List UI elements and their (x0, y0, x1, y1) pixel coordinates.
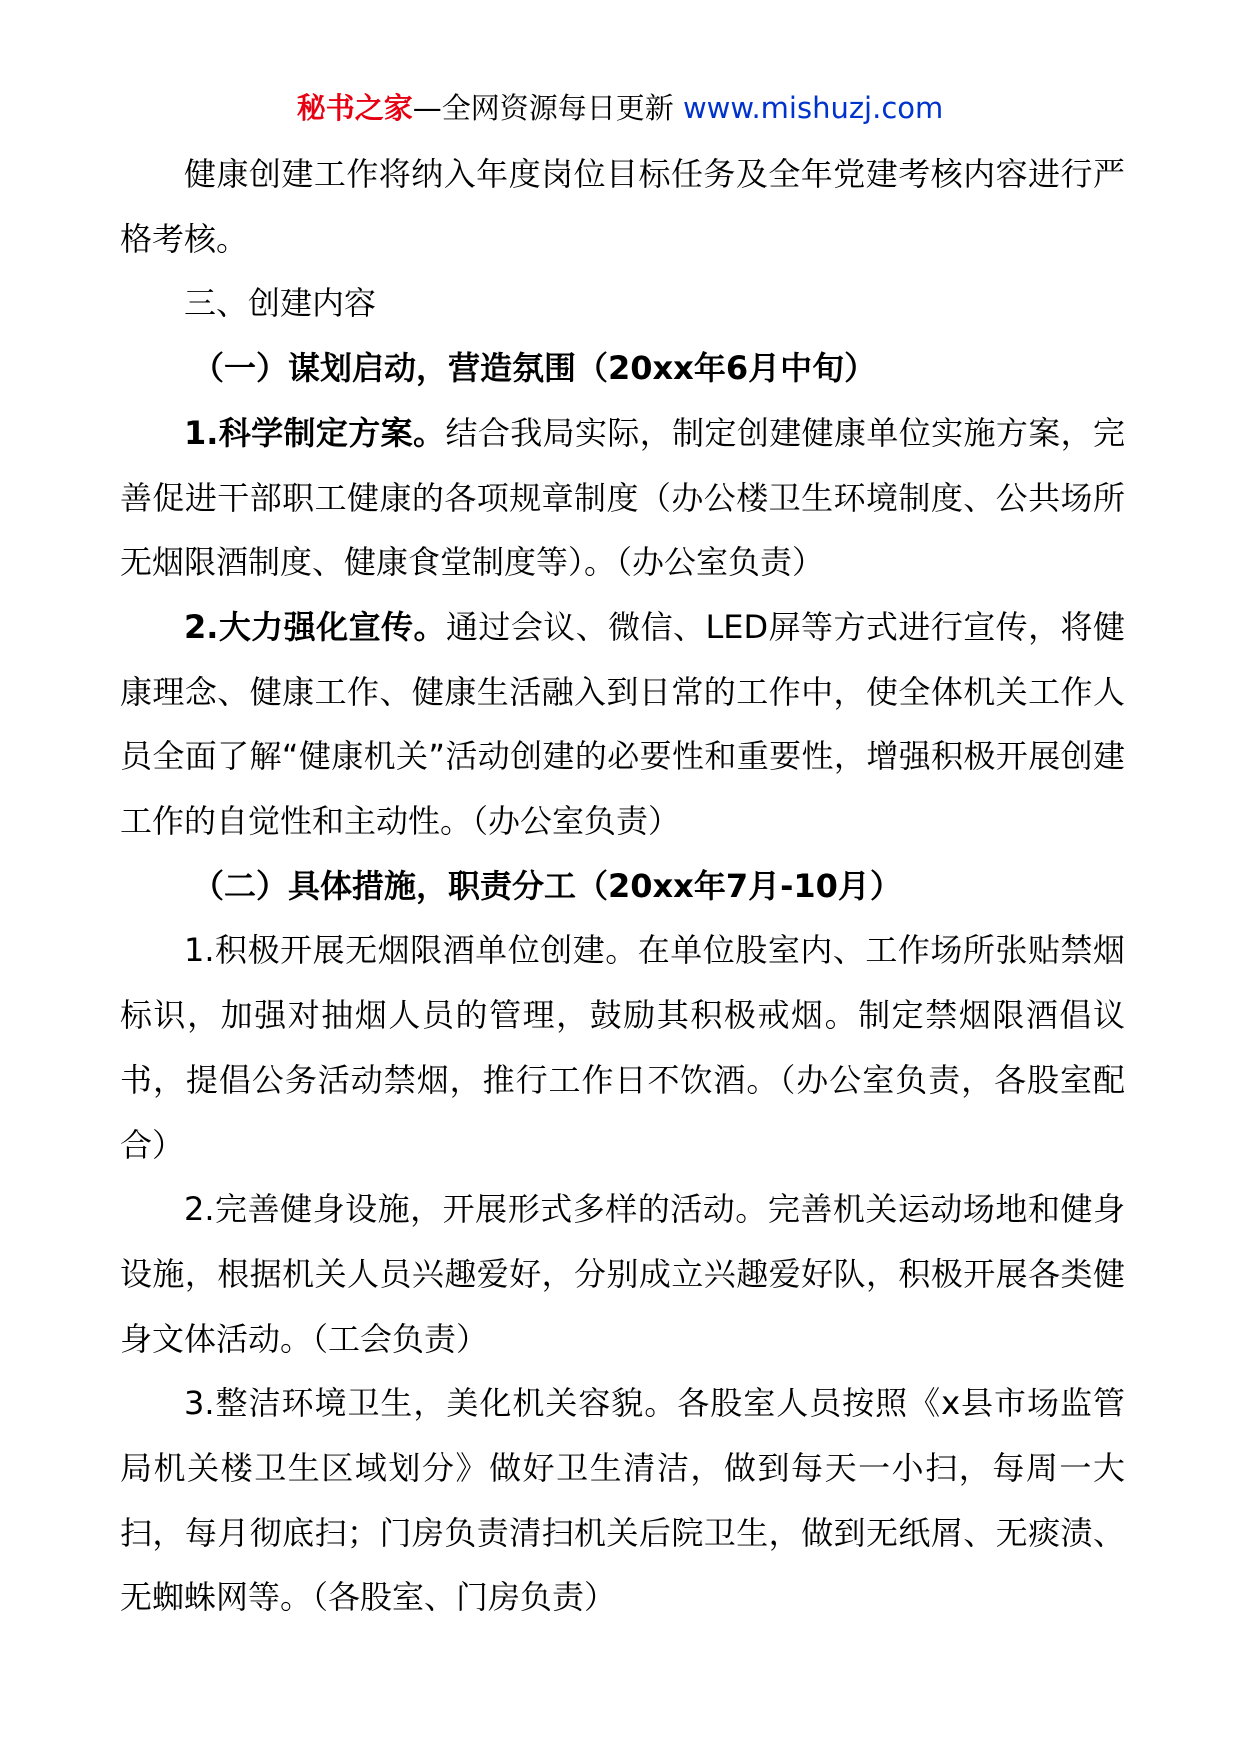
header-slogan: —全网资源每日更新 (412, 91, 674, 125)
brand-name: 秘书之家 (296, 91, 413, 125)
item-plan-text: 结合我局实际，制定创建健康单位实施方案，完善促进干部职工健康的各项规章制度（办公楼卫生环境制度、公共场所无烟限酒制度、健康食堂制度等）。（办公室负责） (120, 413, 1125, 582)
paragraph-measure-smoke-free: 1.积极开展无烟限酒单位创建。在单位股室内、工作场所张贴禁烟标识，加强对抽烟人员的管理，鼓励其积极戒烟。制定禁烟限酒倡议书，提倡公务活动禁烟，推行工作日不饮酒。（办公室负责，各股室配合） (120, 931, 1125, 1164)
document-body (120, 142, 1125, 1630)
item-publicity-text: 通过会议、微信、LED屏等方式进行宣传，将健康理念、健康工作、健康生活融入到日常的工作中，使全体机关工作人员全面了解“健康机关”活动创建的必要性和重要性，增强积极开展创建工作的自觉性和主动性。（办公室负责） (120, 607, 1125, 841)
paragraph-item-plan (120, 401, 1125, 595)
site-header-banner (0, 88, 1240, 128)
subsection-title-measures: （二）具体措施，职责分工（20xx年7月-10月） (192, 866, 902, 905)
paragraph-measure-hygiene: 3.整洁环境卫生，美化机关容貌。各股室人员按照《x县市场监管局机关楼卫生区域划分》做好卫生清洁，做到每天一小扫，每周一大扫，每月彻底扫；门房负责清扫机关后院卫生，做到无纸屑、无痰渍、无蜘蛛网等。（各股室、门房负责） (120, 1384, 1125, 1617)
item-plan-lead: 1.科学制定方案。 (184, 413, 446, 452)
paragraph-item-publicity (120, 595, 1125, 854)
paragraph-assessment: 健康创建工作将纳入年度岗位目标任务及全年党建考核内容进行严格考核。 (120, 155, 1125, 258)
item-publicity-lead: 2.大力强化宣传。 (184, 607, 446, 646)
section-title-creation-content: 三、创建内容 (184, 284, 377, 323)
header-url-link[interactable]: www.mishuzj.com (682, 91, 944, 125)
subsection-title-planning: （一）谋划启动，营造氛围（20xx年6月中旬） (192, 349, 877, 388)
paragraph-measure-fitness: 2.完善健身设施，开展形式多样的活动。完善机关运动场地和健身设施，根据机关人员兴趣爱好，分别成立兴趣爱好队，积极开展各类健身文体活动。（工会负责） (120, 1190, 1125, 1358)
